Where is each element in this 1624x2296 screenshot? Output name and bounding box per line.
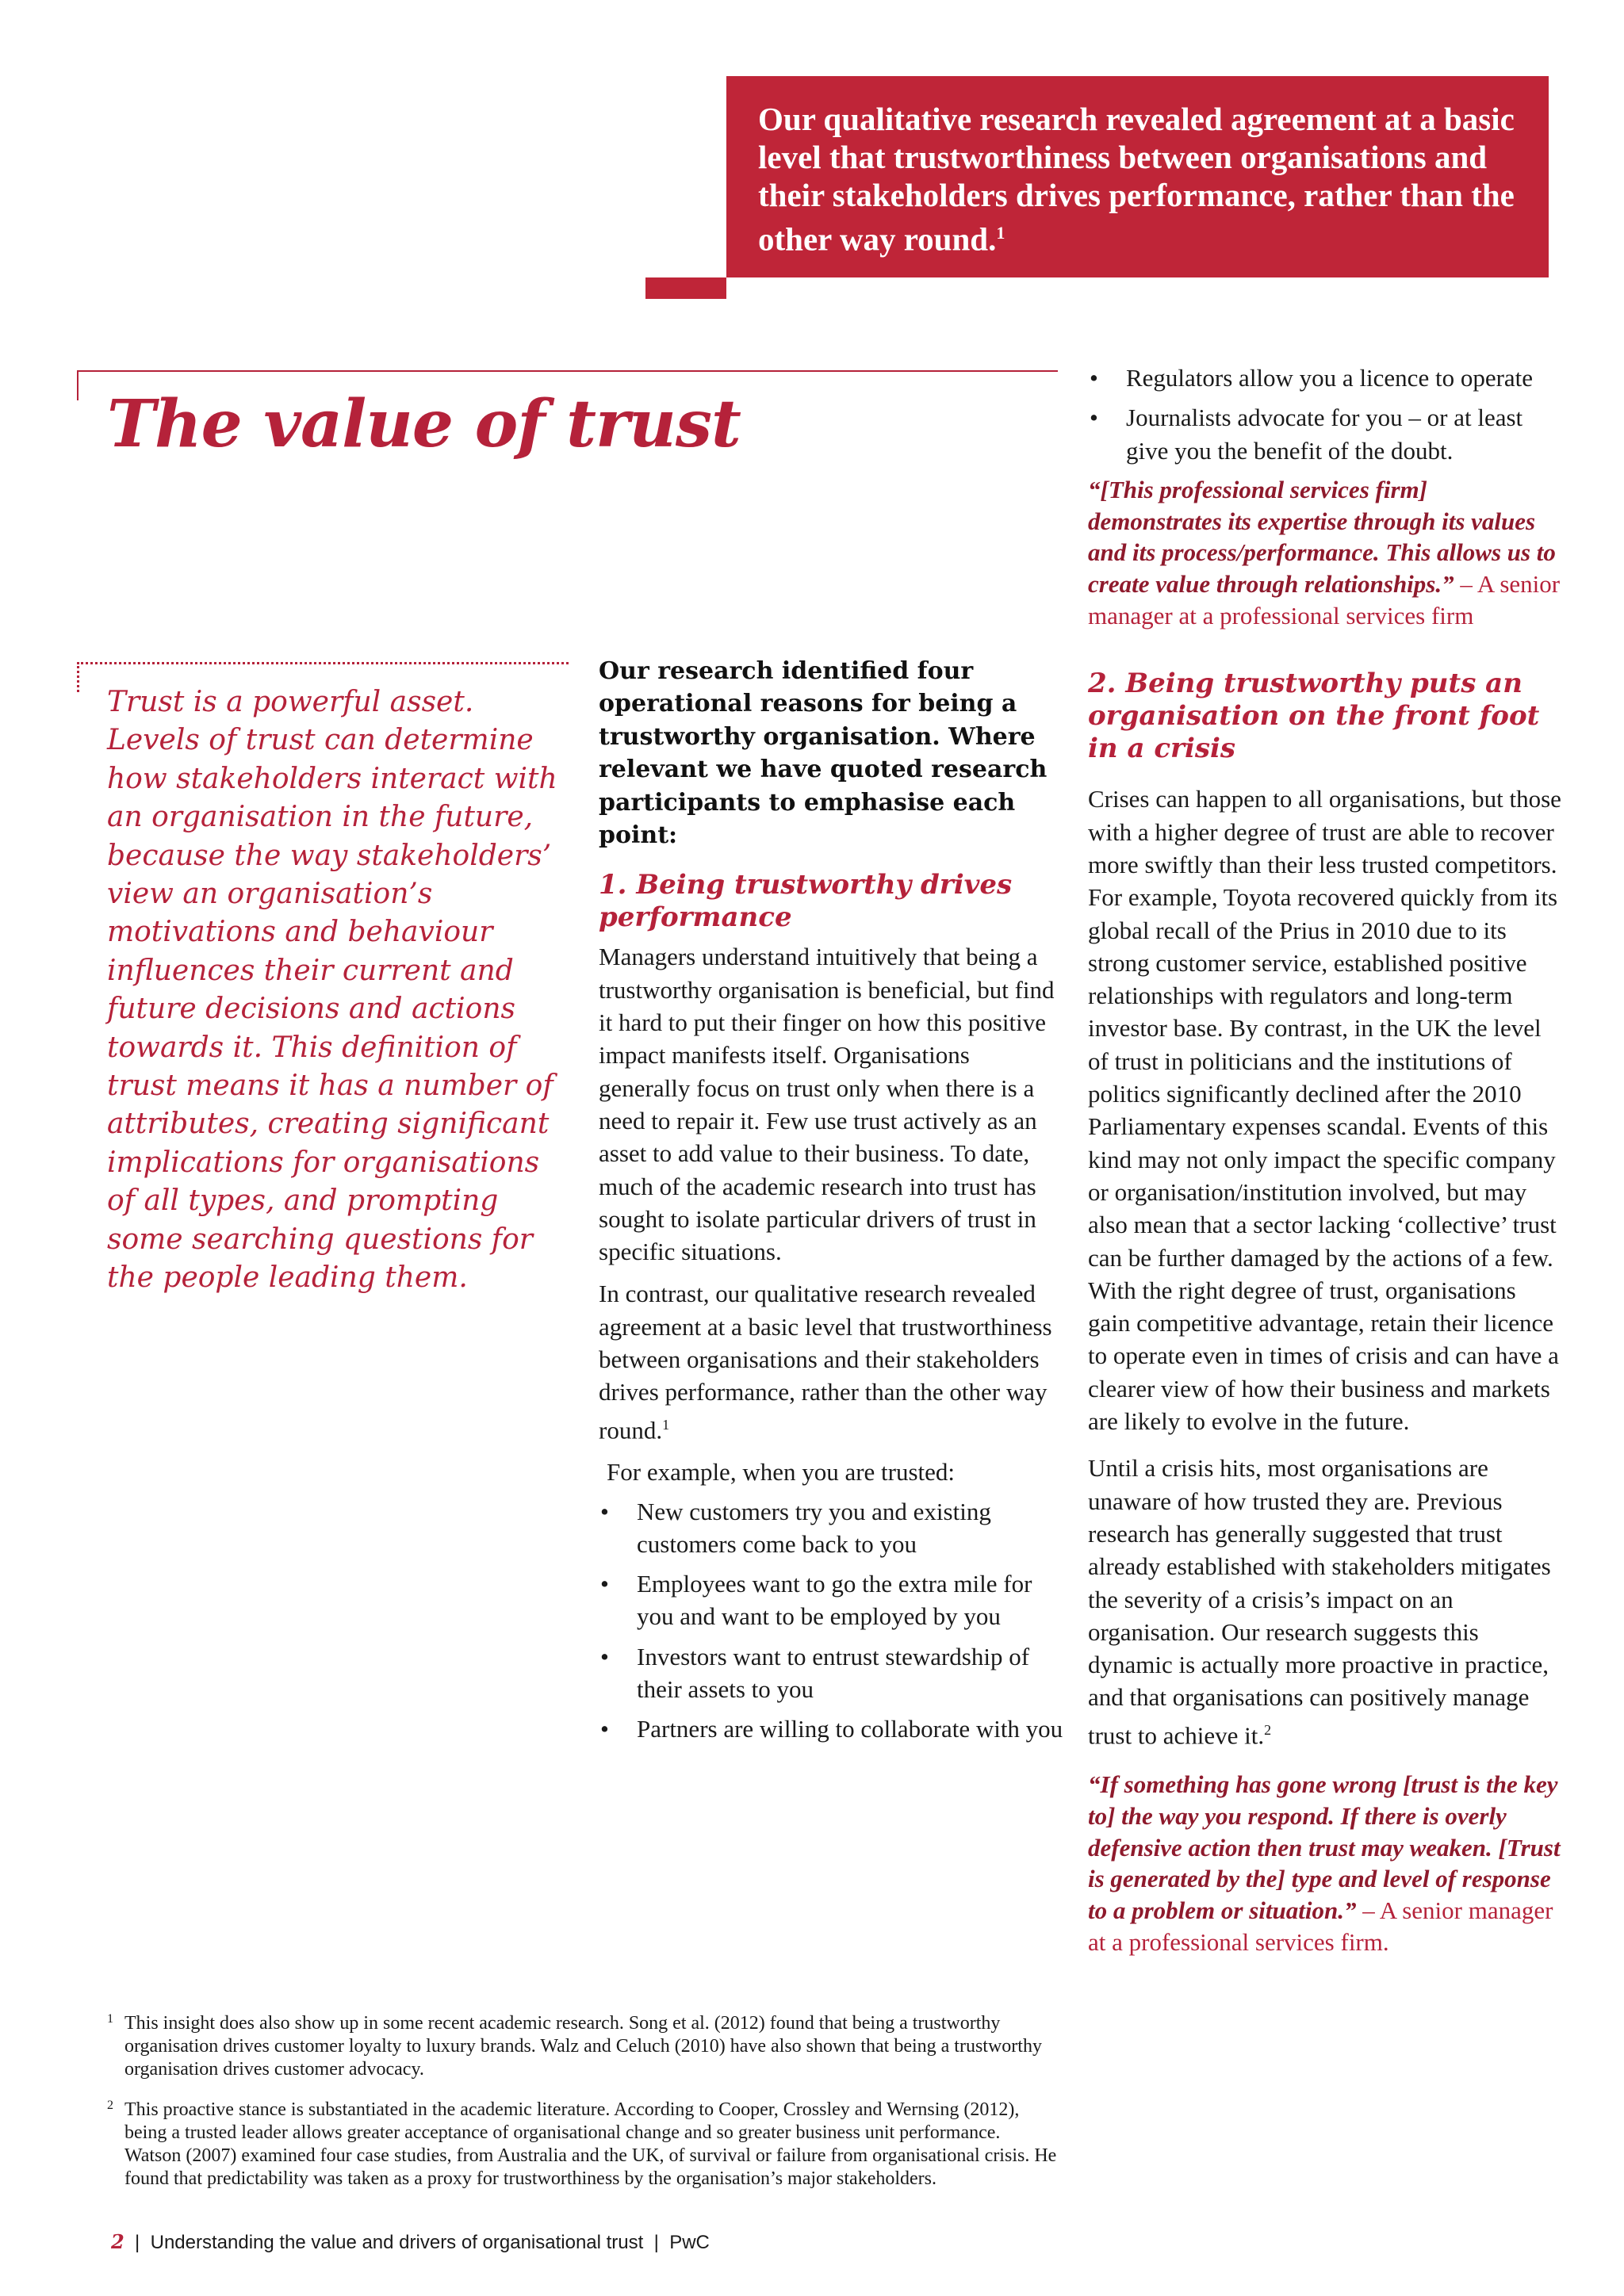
footer-text: | Understanding the value and drivers of organisational trust | PwC: [124, 2232, 710, 2253]
footnote-ref: 2: [1264, 1721, 1272, 1738]
list-item: • Investors want to entrust stewardship of their assets to you: [599, 1640, 1067, 1706]
trusted-benefits-list: [599, 1495, 1067, 1746]
callout-text: Our qualitative research revealed agreement at a basic level that trustworthiness between organisations and their stakeholders drives performance, rather than the other way round.$^1$: [758, 101, 1515, 258]
bullet-icon: •: [600, 1642, 609, 1670]
bullet-icon: •: [600, 1497, 609, 1525]
intro-text: Our research identified four operational reasons for being a trustworthy organisation. Where relevant we have quoted research participants to emphasise each point:: [599, 657, 1048, 850]
callout-box: [726, 76, 1549, 277]
callout-tab-decoration: [645, 277, 726, 299]
bullet-icon: •: [600, 1570, 609, 1598]
page-title: The value of trust: [107, 386, 741, 462]
right-column: [1088, 362, 1564, 1969]
middle-column: [599, 655, 1067, 1753]
bullet-icon: •: [600, 1715, 609, 1743]
paragraph: Managers understand intuitively that being a trustworthy organisation is beneficial, but find it hard to put their finger on how this positive impact manifests itself. Organisations generally focus on trust only when there is a need to repair it. Few use trust actively as an asset to add value to their business. To date, much of the academic research into trust has sought to isolate particular drivers of trust in specific situations.: [599, 943, 1055, 1266]
list-item: • Regulators allow you a licence to operate: [1088, 362, 1564, 394]
pullquote-rule-corner: [77, 662, 79, 692]
list-item: • Employees want to go the extra mile for you and want to be employed by you: [599, 1567, 1067, 1633]
pullquote-rule: [77, 662, 569, 664]
section-heading-2: 2. Being trustworthy puts an organisation on the front foot in a crisis: [1088, 668, 1540, 765]
section-heading-1: 1. Being trustworthy drives performance: [599, 869, 1013, 934]
trusted-benefits-list-continued: [1088, 362, 1564, 467]
bullet-icon: •: [1090, 364, 1098, 392]
paragraph: Until a crisis hits, most organisations are unaware of how trusted they are. Previous research has generally suggested that trust already established with stakeholders mitigates the severity of a crisis’s impact on an organisation. Our research suggests this dynamic is actually more proactive in practice, and that organisations can positively manage trust to achieve it.$^2$: [1088, 1454, 1551, 1750]
participant-quote-1: “[This professional services firm] demonstrates its expertise through its values and its process/performance. This allows us to create value through relationships.” – A senior manager at a professional services firm: [1088, 475, 1561, 629]
pullquote: Trust is a powerful asset. Levels of trust can determine how stakeholders interact with an organisation in the future, because the way stakeholders’ view an organisation’s motivations and behaviour influences their current and future decisions and actions towards it. This definition of trust means it has a number of attributes, creating significant implications for organisations of all types, and prompting some searching questions for the people leading them.: [107, 686, 557, 1295]
bullet-icon: •: [1090, 404, 1098, 432]
paragraph: Crises can happen to all organisations, but those with a higher degree of trust are able to recover more swiftly than their less trusted competitors. For example, Toyota recovered quickly from its global recall of the Prius in 2010 due to its strong customer service, established positive relationships with regulators and long-term investor base. By contrast, in the UK the level of trust in politicians and the institutions of politics significantly declined after the 2010 Parliamentary expenses scandal. Events of this kind may not only impact the specific company or organisation/institution involved, but may also mean that a sector lacking ‘collective’ trust can be further damaged by the actions of a few. With the right degree of trust, organisations gain competitive advantage, retain their licence to operate even in times of crisis and can have a clearer view of how their business and markets are likely to evolve in the future.: [1088, 785, 1561, 1436]
footnote: 1 This insight does also show up in some recent academic research. Song et al. (2012) found that being a trustworthy organisation drives customer loyalty to luxury brands. Walz and Celuch (2010) have also shown that being a trustworthy organisation drives customer advocacy.: [107, 2012, 1042, 2080]
footnote: 2 This proactive stance is substantiated in the academic literature. According to Cooper, Crossley and Wernsing (2012), being a trusted leader allows greater acceptance of organisational change and so greater business unit performance. Watson (2007) examined four case studies, from Australia and the UK, of survival or failure from organisational crisis. He found that predictability was taken as a proxy for trustworthiness by the organisation’s major stakeholders.: [107, 2099, 1057, 2189]
participant-quote-2: “If something has gone wrong [trust is the key to] the way you respond. If there is overly defensive action then trust may weaken. [Trust is generated by the] type and level of response to a problem or situation.” – A senior manager at a professional services firm.: [1088, 1770, 1561, 1956]
footnote-ref: 1: [662, 1416, 670, 1433]
list-intro: For example, when you are trusted:: [607, 1458, 956, 1487]
footnotes: [107, 2012, 1059, 2208]
paragraph: In contrast, our qualitative research revealed agreement at a basic level that trustworthiness between organisations and their stakeholders drives performance, rather than the other way round.$^1$: [599, 1280, 1052, 1444]
title-rule-corner: [77, 370, 79, 400]
page-footer: [111, 2230, 710, 2254]
list-item: • New customers try you and existing customers come back to you: [599, 1495, 1067, 1561]
page-number: 2: [111, 2230, 124, 2253]
footnote-ref: 1: [996, 223, 1005, 243]
list-item: • Partners are willing to collaborate with you: [599, 1712, 1067, 1745]
title-rule: [77, 370, 1058, 372]
list-item: • Journalists advocate for you – or at least give you the benefit of the doubt.: [1088, 401, 1564, 467]
